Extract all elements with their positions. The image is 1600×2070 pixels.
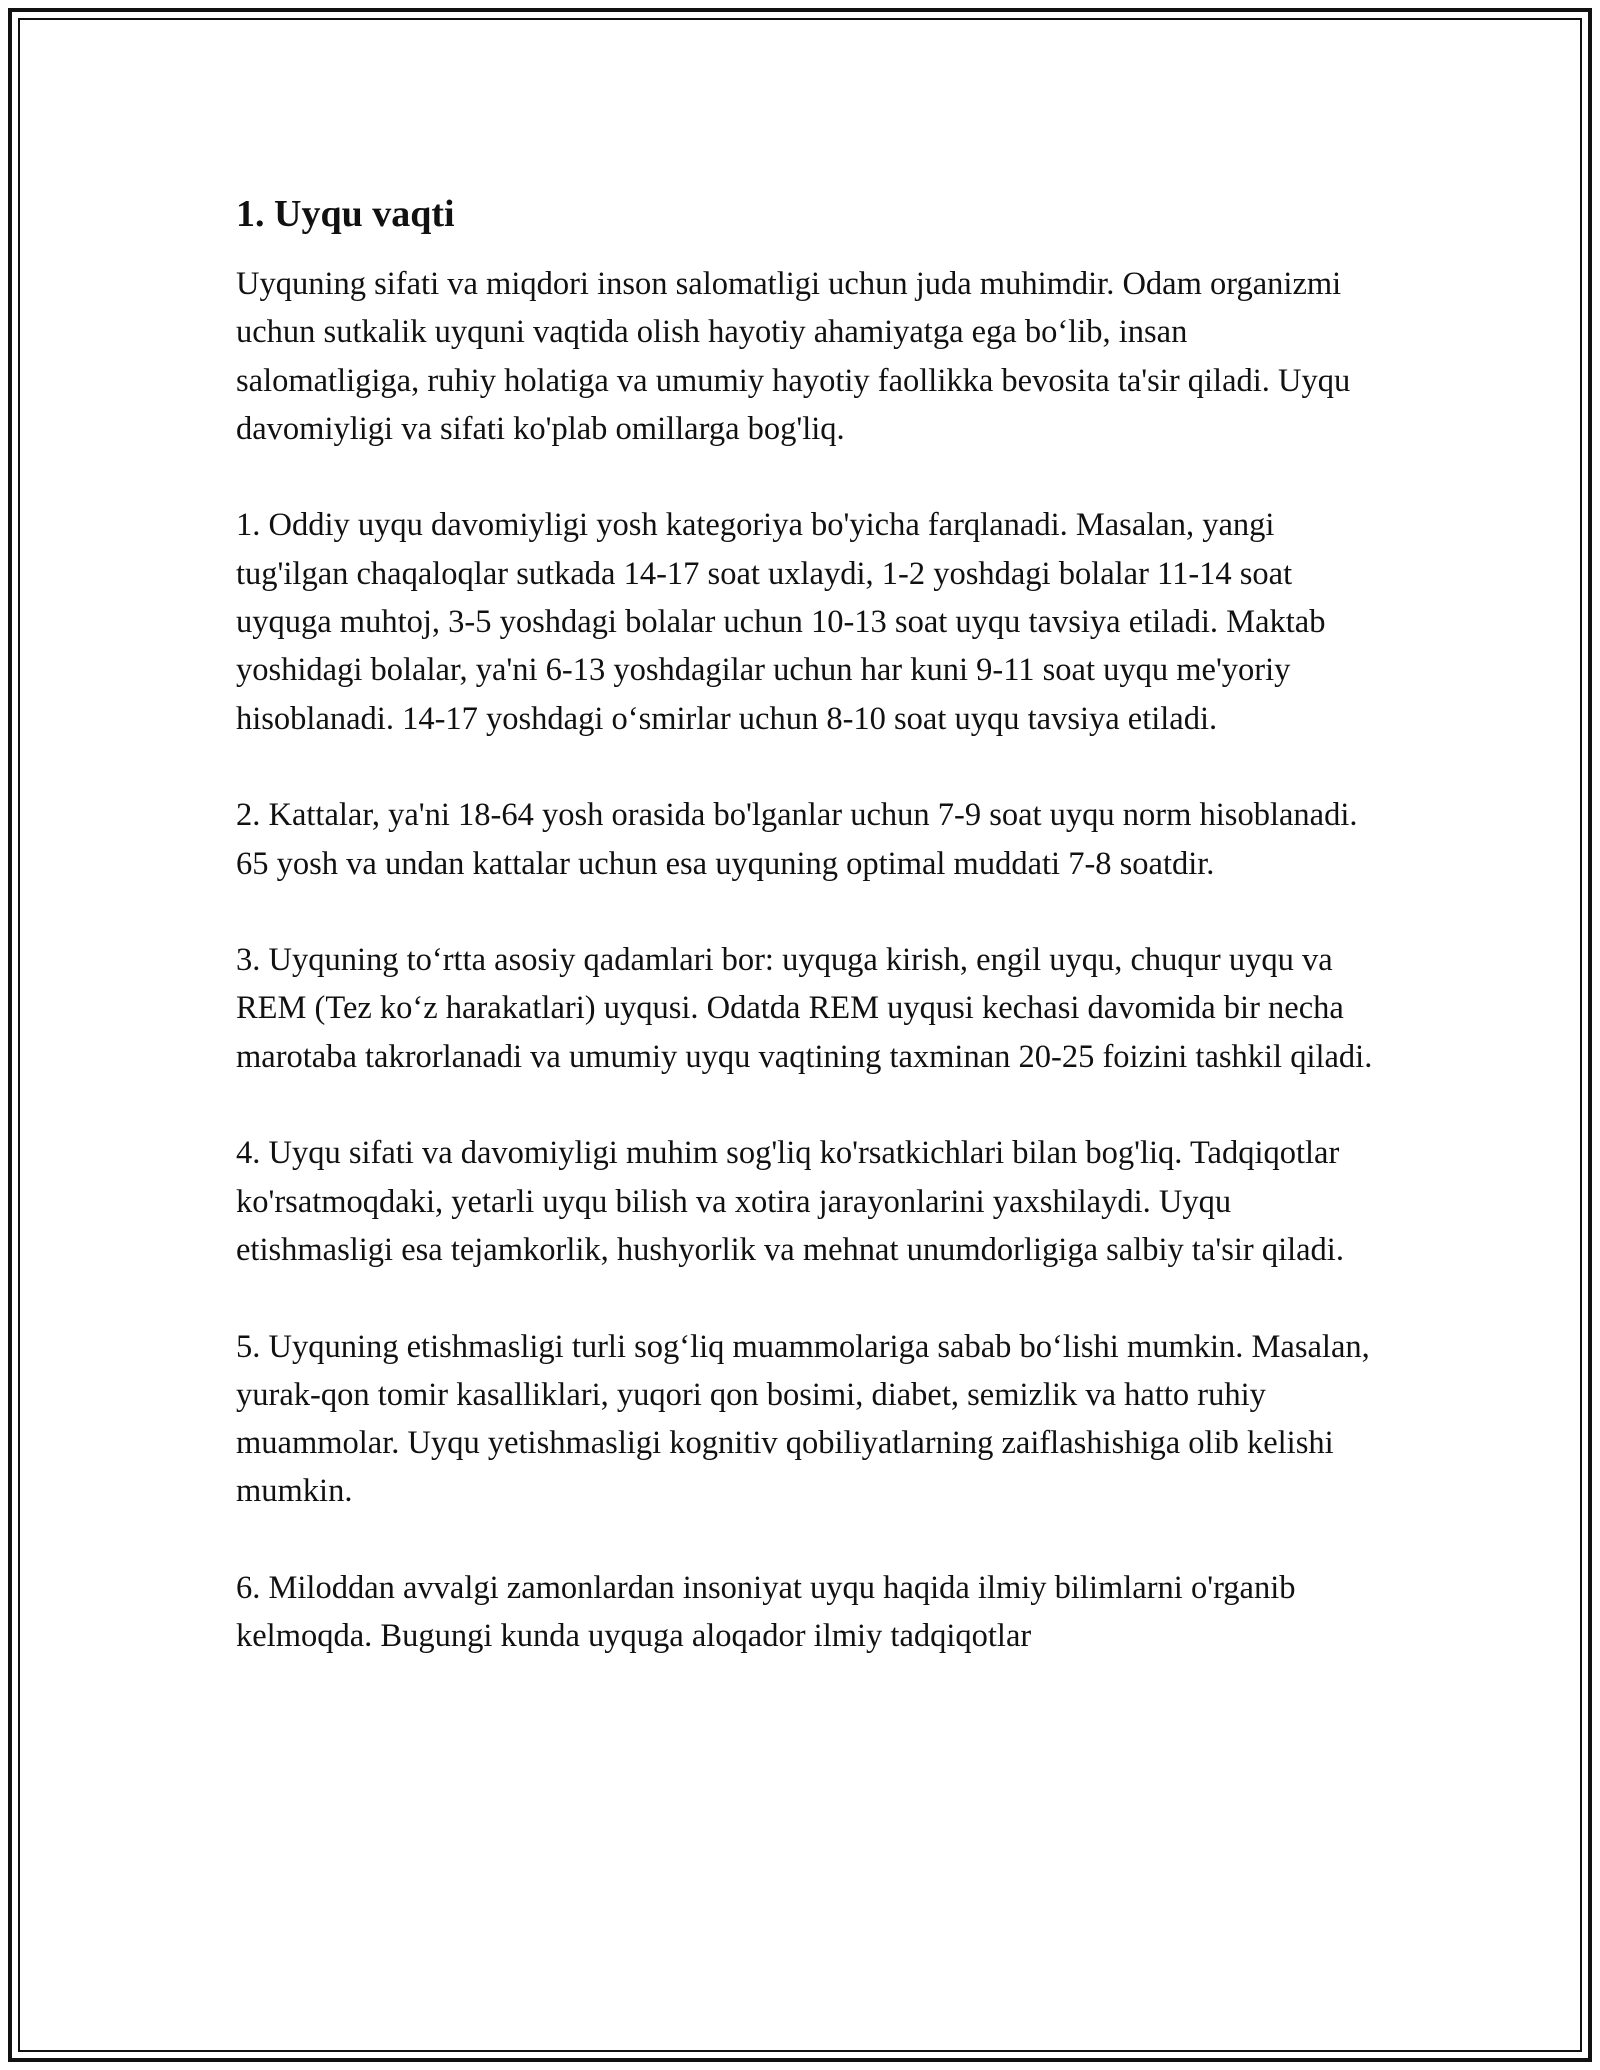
paragraph-1: 1. Oddiy uyqu davomiyligi yosh kategoriya bo'yicha farqlanadi. Masalan, yangi tug'ilgan chaqaloqlar sutkada 14-17 soat uxlaydi, 1-2 yoshdagi bolalar 11-14 soat uyquga muhtoj, 3-5 yoshdagi bolalar uchun 10-13 soat uyqu tavsiya etiladi. Maktab yoshidagi bolalar, ya'ni 6-13 yoshdagilar uchun har kuni 9-11 soat uyqu me'yoriy hisoblanadi. 14-17 yoshdagi o‘smirlar uchun 8-10 soat uyqu tavsiya etiladi. [236, 507, 1326, 737]
paragraph-6: 6. Miloddan avvalgi zamonlardan insoniyat uyqu haqida ilmiy bilimlarni o'rganib kelmoqda. Bugungi kunda uyquga aloqador ilmiy tadqiqotlar [236, 1570, 1296, 1655]
paragraph-4: 4. Uyqu sifati va davomiyligi muhim sog'liq ko'rsatkichlari bilan bog'liq. Tadqiqotlar ko'rsatmoqdaki, yetarli uyqu bilish va xotira jarayonlarini yaxshilaydi. Uyqu etishmasligi esa tejamkorlik, hushyorlik va mehnat unumdorligiga salbiy ta'sir qiladi. [236, 1135, 1344, 1268]
paragraph-3: 3. Uyquning to‘rtta asosiy qadamlari bor: uyquga kirish, engil uyqu, chuqur uyqu va REM (Tez ko‘z harakatlari) uyqusi. Odatda REM uyqusi kechasi davomida bir necha marotaba takrorlanadi va umumiy uyqu vaqtining taxminan 20-25 foizini tashkil qiladi. [236, 942, 1373, 1075]
paragraph-2: 2. Kattalar, ya'ni 18-64 yosh orasida bo'lganlar uchun 7-9 soat uyqu norm hisoblanadi. 65 yosh va undan kattalar uchun esa uyquning optimal muddati 7-8 soatdir. [236, 797, 1358, 882]
document-body [236, 186, 1376, 1709]
paragraph-5: 5. Uyquning etishmasligi turli sog‘liq muammolariga sabab bo‘lishi mumkin. Masalan, yurak-qon tomir kasalliklari, yuqori qon bosimi, diabet, semizlik va hatto ruhiy muammolar. Uyqu yetishmasligi kognitiv qobiliyatlarning zaiflashishiga olib kelishi mumkin. [236, 1328, 1370, 1510]
intro-paragraph: Uyquning sifati va miqdori inson salomatligi uchun juda muhimdir. Odam organizmi uchun sutkalik uyquni vaqtida olish hayotiy ahamiyatga ega bo‘lib, insan salomatligiga, ruhiy holatiga va umumiy hayotiy faollikka bevosita ta'sir qiladi. Uyqu davomiyligi va sifati ko'plab omillarga bog'liq. [236, 266, 1351, 447]
section-heading: 1. Uyqu vaqti [236, 193, 455, 235]
